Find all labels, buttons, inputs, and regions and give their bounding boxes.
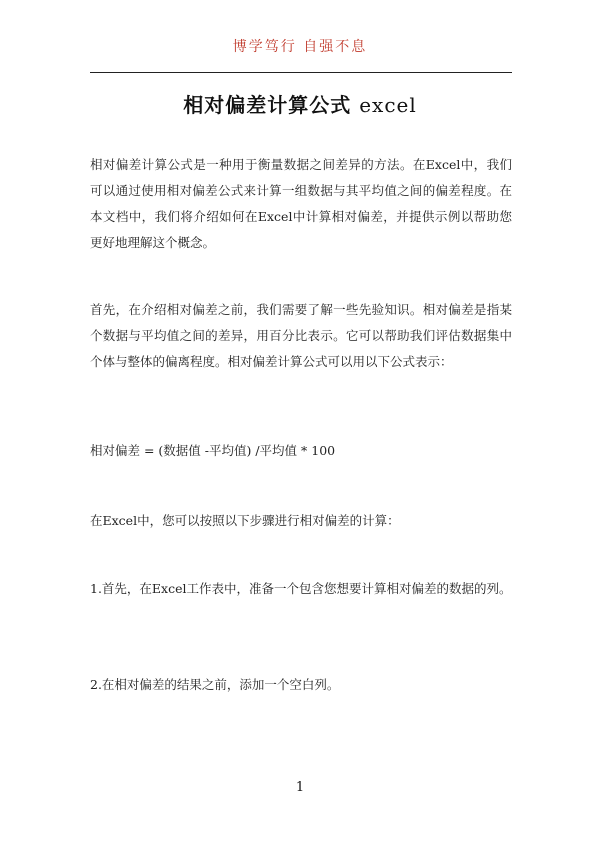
page-number: 1 bbox=[295, 780, 305, 795]
step-2-paragraph: 2.在相对偏差的结果之前，添加一个空白列。 bbox=[90, 677, 340, 692]
intro-paragraph: 相对偏差计算公式是一种用于衡量数据之间差异的方法。在Excel中，我们可以通过使用相对偏差公式来计算一组数据与其平均值之间的偏差程度。在本文档中，我们将介绍如何在Excel中计算相对偏差，并提供示例以帮助您更好地理解这个概念。 bbox=[90, 157, 512, 250]
title-chinese: 相对偏差计算公式 bbox=[183, 93, 352, 117]
document-title bbox=[0, 89, 600, 118]
steps-intro-paragraph: 在Excel中，您可以按照以下步骤进行相对偏差的计算： bbox=[90, 513, 400, 528]
step-1-paragraph: 1.首先，在Excel工作表中，准备一个包含您想要计算相对偏差的数据的列。 bbox=[90, 581, 512, 596]
header-motto: 博学笃行 自强不息 bbox=[232, 39, 368, 55]
header-divider bbox=[90, 72, 512, 73]
background-paragraph: 首先，在介绍相对偏差之前，我们需要了解一些先验知识。相对偏差是指某个数据与平均值之间的差异，用百分比表示。它可以帮助我们评估数据集中个体与整体的偏离程度。相对偏差计算公式可以用以下公式表示： bbox=[90, 302, 512, 369]
formula-line: 相对偏差 = (数据值 -平均值) /平均值 * 100 bbox=[90, 443, 336, 458]
title-latin: excel bbox=[359, 93, 417, 117]
